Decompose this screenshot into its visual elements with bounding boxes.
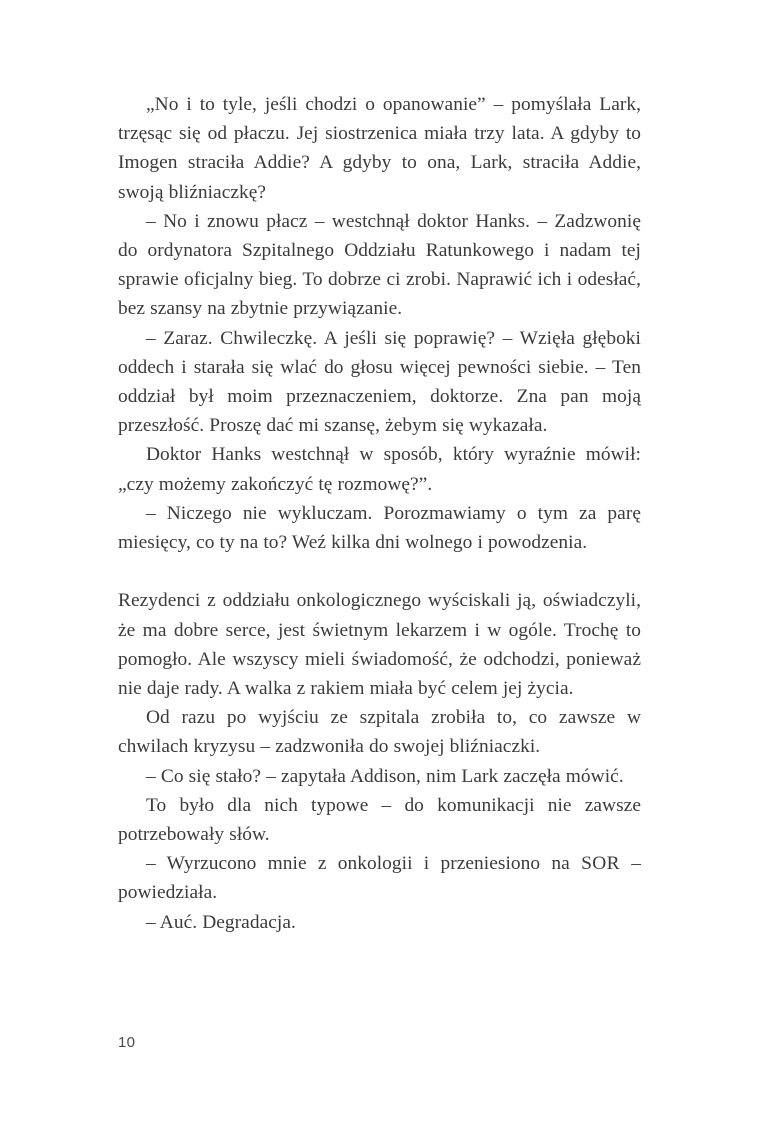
page-text-block <box>118 90 641 937</box>
paragraph-11: – Auć. Degradacja. <box>146 911 296 933</box>
page-number: 10 <box>118 1034 136 1051</box>
abbreviation-sor: SOR <box>581 853 620 875</box>
paragraph-10-suffix: – powiedziała. <box>118 853 641 904</box>
paragraph-2: – No i znowu płacz – westchnął doktor Hanks. – Zadzwonię do ordynatora Szpitalnego Oddziału Ratunkowego i nadam tej sprawie oficjalny bieg. To dobrze ci zrobi. Naprawić ich i odesłać, bez szansy na zbytnie przywiązanie. <box>118 210 641 320</box>
paragraph-5: – Niczego nie wykluczam. Porozmawiamy o tym za parę miesięcy, co ty na to? Weź kilka dni wolnego i powodzenia. <box>118 502 641 554</box>
paragraph-9: To było dla nich typowe – do komunikacji nie zawsze potrzebowały słów. <box>118 794 641 846</box>
paragraph-10-prefix: – Wyrzucono mnie z onkologii i przeniesiono na <box>146 853 582 875</box>
paragraph-10 <box>118 849 641 907</box>
paragraph-3: – Zaraz. Chwileczkę. A jeśli się poprawię? – Wzięła głęboki oddech i starała się wlać do głosu więcej pewności siebie. – Ten oddział był moim przeznaczeniem, doktorze. Zna pan moją przeszłość. Proszę dać mi szansę, żebym się wykazała. <box>118 327 641 437</box>
paragraph-7: Od razu po wyjściu ze szpitala zrobiła to, co zawsze w chwilach kryzysu – zadzwoniła do swojej bliźniaczki. <box>118 707 641 758</box>
paragraph-8: – Co się stało? – zapytała Addison, nim Lark zaczęła mówić. <box>146 765 624 787</box>
paragraph-1: „No i to tyle, jeśli chodzi o opanowanie” – pomyślała Lark, trzęsąc się od płaczu. Jej siostrzenica miała trzy lata. A gdyby to Imogen straciła Addie? A gdyby to ona, Lark, straciła Addie, swoją bliźniaczkę? <box>118 94 641 203</box>
section-break <box>118 557 641 586</box>
paragraph-6: Rezydenci z oddziału onkologicznego wyściskali ją, oświadczyli, że ma dobre serce, jest świetnym lekarzem i w ogóle. Trochę to pomogło. Ale wszyscy mieli świadomość, że odchodzi, ponieważ nie daje rady. A walka z rakiem miała być celem jej życia. <box>118 590 641 700</box>
paragraph-4: Doktor Hanks westchnął w sposób, który wyraźnie mówił: „czy możemy zakończyć tę rozmowę?”. <box>118 444 641 495</box>
